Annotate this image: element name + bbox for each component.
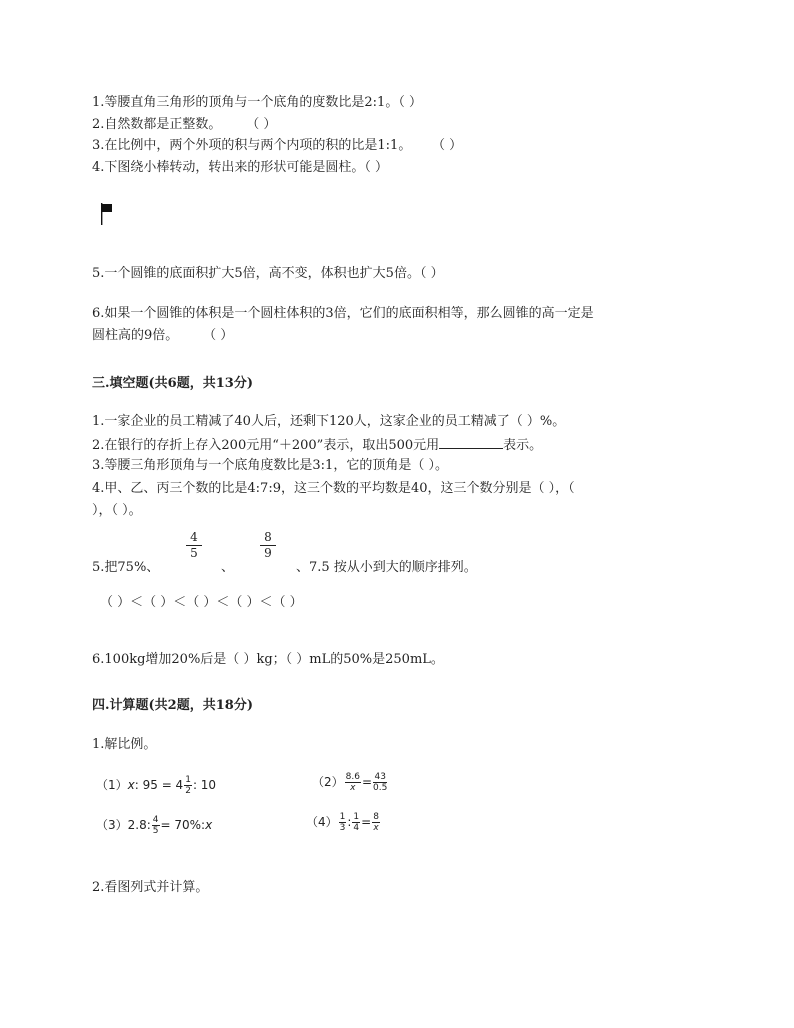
expr-part: =	[361, 775, 373, 789]
frac-denominator: 9	[264, 546, 272, 560]
fill-q1: 1.一家企业的员工精减了40人后，还剩下120人，这家企业的员工精减了（ ）%。	[92, 414, 566, 429]
judge-q3: 3.在比例中，两个外项的积与两个内项的积的比是1:1。 （ ）	[92, 138, 463, 153]
fraction	[339, 812, 347, 833]
frac-denominator: 0.5	[373, 783, 388, 793]
frac-numerator: 1	[353, 812, 360, 822]
judge-q5: 5.一个圆锥的底面积扩大5倍，高不变，体积也扩大5倍。（ ）	[92, 266, 444, 281]
frac-numerator: 4	[190, 530, 198, 544]
fill-section-heading: 三.填空题(共6题，共13分)	[92, 376, 253, 391]
fill-q2	[92, 435, 542, 455]
frac-denominator: x	[350, 783, 356, 793]
expr-part: : 95 = 4	[134, 778, 184, 792]
fill-q5-text-a: 5.把75%、	[92, 560, 160, 575]
frac-numerator: 8	[264, 530, 272, 544]
frac-numerator: 4	[152, 815, 159, 825]
fill-q5-order: （ ）＜（ ）＜（ ）＜（ ）＜（ ）	[100, 595, 303, 610]
fill-q3: 3.等腰三角形顶角与一个底角度数比是3:1，它的顶角是（ ）。	[92, 458, 448, 473]
frac-denominator: 5	[152, 826, 159, 836]
problem-label: （4）	[306, 815, 338, 829]
frac-denominator: 2	[185, 786, 191, 796]
fill-q6: 6.100kg增加20%后是（ ）kg；（ ）mL的50%是250mL。	[92, 652, 444, 667]
calc-problem-2	[312, 772, 388, 793]
problem-label: （1）	[96, 778, 128, 792]
fraction	[184, 775, 192, 796]
frac-numerator: 43	[374, 772, 386, 782]
calc-problem-1	[96, 775, 216, 796]
fill-q2-text-post: 表示。	[503, 438, 543, 453]
calc-q1: 1.解比例。	[92, 737, 157, 752]
frac-denominator: x	[373, 823, 379, 833]
fill-q5-text-c: 、7.5 按从小到大的顺序排列。	[296, 560, 477, 575]
fill-q4-line2: ），（ ）。	[92, 503, 142, 518]
problem-label: （3）	[96, 818, 128, 832]
judge-q6-line2: 圆柱高的9倍。 （ ）	[92, 328, 234, 343]
answer-blank[interactable]	[439, 435, 503, 449]
judge-q2: 2.自然数都是正整数。 （ ）	[92, 117, 277, 132]
variable: x	[127, 778, 135, 792]
expr-part: :	[347, 815, 352, 829]
fraction	[345, 772, 361, 793]
frac-numerator: 1	[339, 812, 346, 822]
judge-q6-line1: 6.如果一个圆锥的体积是一个圆柱体积的3倍，它们的底面积相等，那么圆锥的高一定是	[92, 306, 594, 321]
frac-numerator: 8	[373, 812, 379, 822]
judge-q1: 1.等腰直角三角形的顶角与一个底角的度数比是2:1。（ ）	[92, 95, 422, 110]
calc-problem-4	[306, 812, 381, 833]
calc-problem-3	[96, 815, 212, 836]
variable: x	[205, 818, 213, 832]
judge-q4: 4.下图绕小棒转动，转出来的形状可能是圆柱。（ ）	[92, 160, 389, 175]
fill-q2-text-pre: 2.在银行的存折上存入200元用“＋200”表示，取出500元用	[92, 438, 440, 453]
expr-part: 2.8:	[127, 818, 151, 832]
fill-q4-line1: 4.甲、乙、丙三个数的比是4:7:9，这三个数的平均数是40，这三个数分别是（ ），（	[92, 481, 575, 496]
problem-label: （2）	[312, 775, 344, 789]
fill-q5-text-b: 、	[221, 560, 235, 575]
expr-part: =	[361, 815, 372, 829]
fill-q5-frac1	[186, 531, 202, 560]
fraction	[373, 772, 387, 793]
flag-on-stick-icon	[101, 203, 113, 225]
frac-denominator: 3	[339, 823, 346, 833]
fraction	[352, 812, 360, 833]
frac-numerator: 8.6	[345, 772, 360, 782]
expr-part: : 10	[192, 778, 217, 792]
calc-section-heading: 四.计算题(共2题，共18分)	[92, 698, 253, 713]
frac-denominator: 5	[190, 546, 198, 560]
calc-q2: 2.看图列式并计算。	[92, 880, 209, 895]
fraction	[152, 815, 160, 836]
fraction	[372, 812, 380, 833]
fill-q5-frac2	[260, 531, 276, 560]
frac-numerator: 1	[185, 775, 191, 785]
frac-denominator: 4	[353, 823, 360, 833]
expr-part: = 70%:	[160, 818, 206, 832]
